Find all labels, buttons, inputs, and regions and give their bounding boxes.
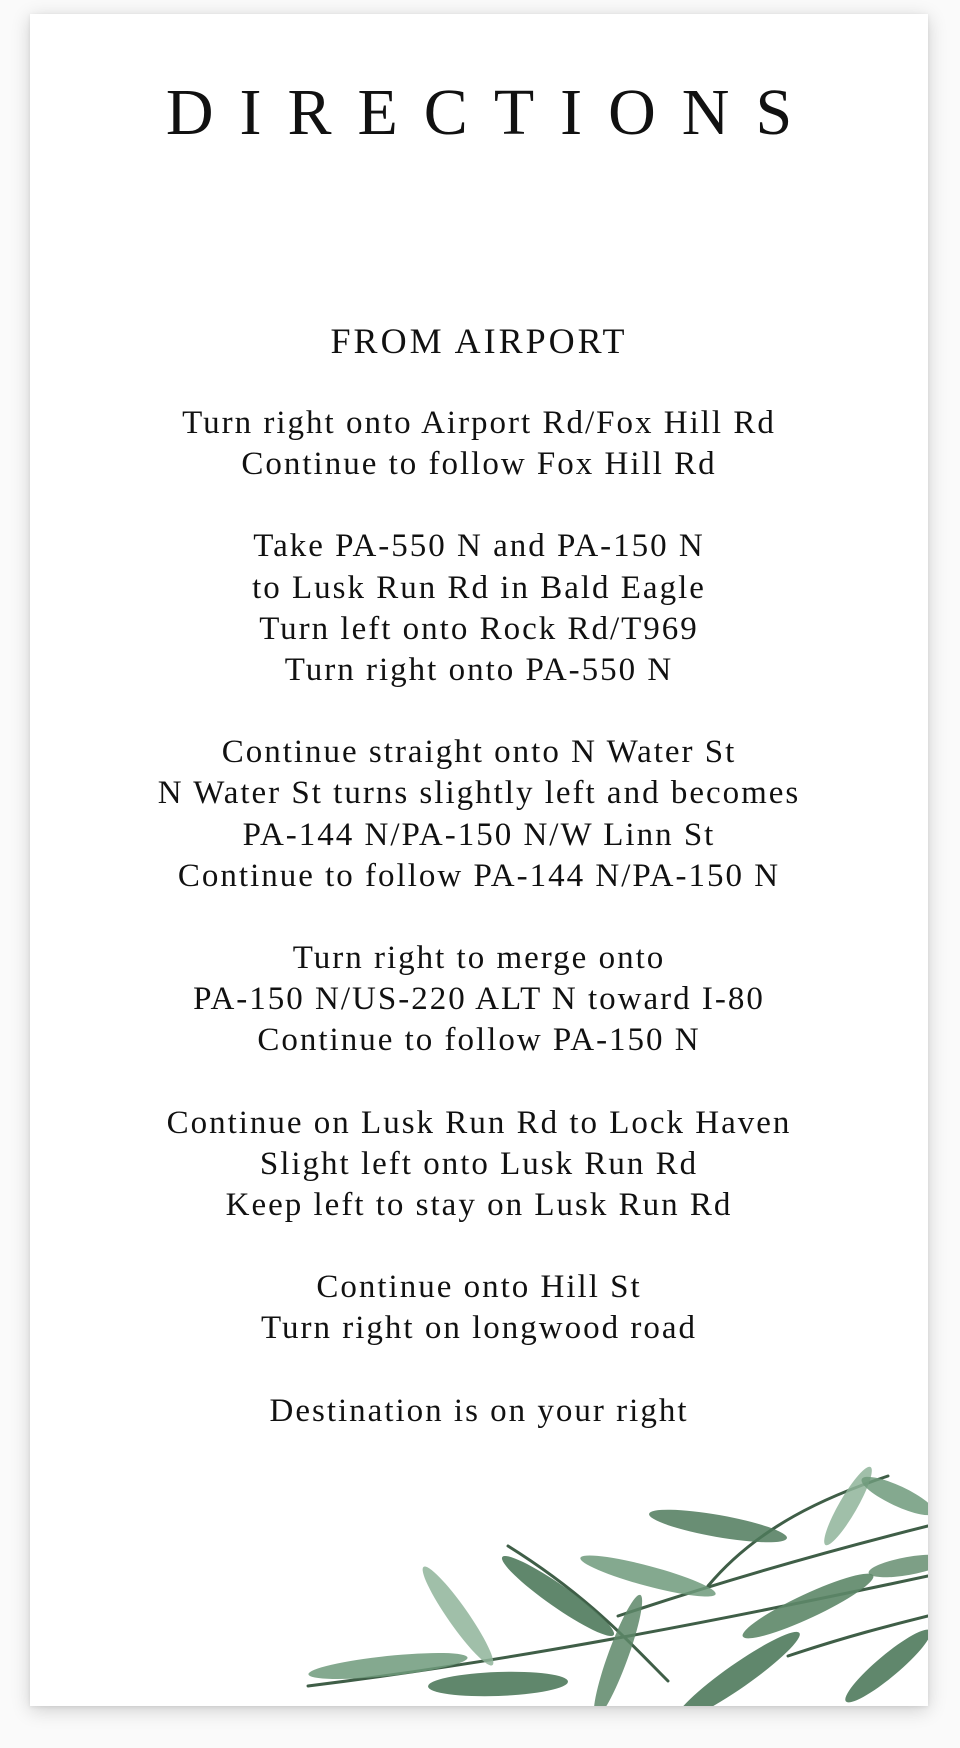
eucalyptus-leaves-icon (288, 1466, 928, 1706)
direction-step (30, 938, 928, 1062)
direction-line: Continue straight onto N Water St (221, 734, 737, 771)
direction-line: N Water St turns slightly left and becomes (157, 775, 801, 812)
card-title: DIRECTIONS (165, 76, 819, 149)
direction-line: Keep left to stay on Lusk Run Rd (225, 1187, 733, 1224)
direction-line: Take PA-550 N and PA-150 N (253, 528, 705, 565)
direction-line: Continue onto Hill St (316, 1269, 642, 1306)
direction-line: PA-150 N/US-220 ALT N toward I-80 (193, 981, 765, 1018)
direction-line: Continue on Lusk Run Rd to Lock Haven (166, 1104, 792, 1141)
direction-line: Slight left onto Lusk Run Rd (259, 1145, 699, 1182)
direction-step (30, 1267, 928, 1349)
direction-line: Continue to follow PA-144 N/PA-150 N (177, 857, 781, 894)
direction-line: Turn right onto Airport Rd/Fox Hill Rd (182, 405, 776, 441)
direction-line: Turn right to merge onto (292, 940, 666, 977)
direction-line: PA-144 N/PA-150 N/W Linn St (242, 816, 716, 853)
direction-step (30, 732, 928, 897)
directions-content (30, 320, 928, 1473)
direction-step (30, 526, 928, 691)
section-title: FROM AIRPORT (330, 321, 628, 361)
direction-line: Turn left onto Rock Rd/T969 (259, 610, 699, 647)
direction-line: Continue to follow Fox Hill Rd (241, 446, 717, 483)
leaf-group (307, 1466, 928, 1706)
direction-line: Turn right on longwood road (261, 1310, 697, 1347)
direction-line: Continue to follow PA-150 N (257, 1022, 701, 1059)
direction-step (30, 1391, 928, 1432)
direction-line: Turn right onto PA-550 N (284, 652, 674, 689)
direction-step (30, 403, 928, 485)
direction-line: to Lusk Run Rd in Bald Eagle (252, 569, 706, 606)
directions-card (30, 14, 928, 1706)
direction-line: Destination is on your right (269, 1392, 689, 1429)
direction-step (30, 1103, 928, 1227)
